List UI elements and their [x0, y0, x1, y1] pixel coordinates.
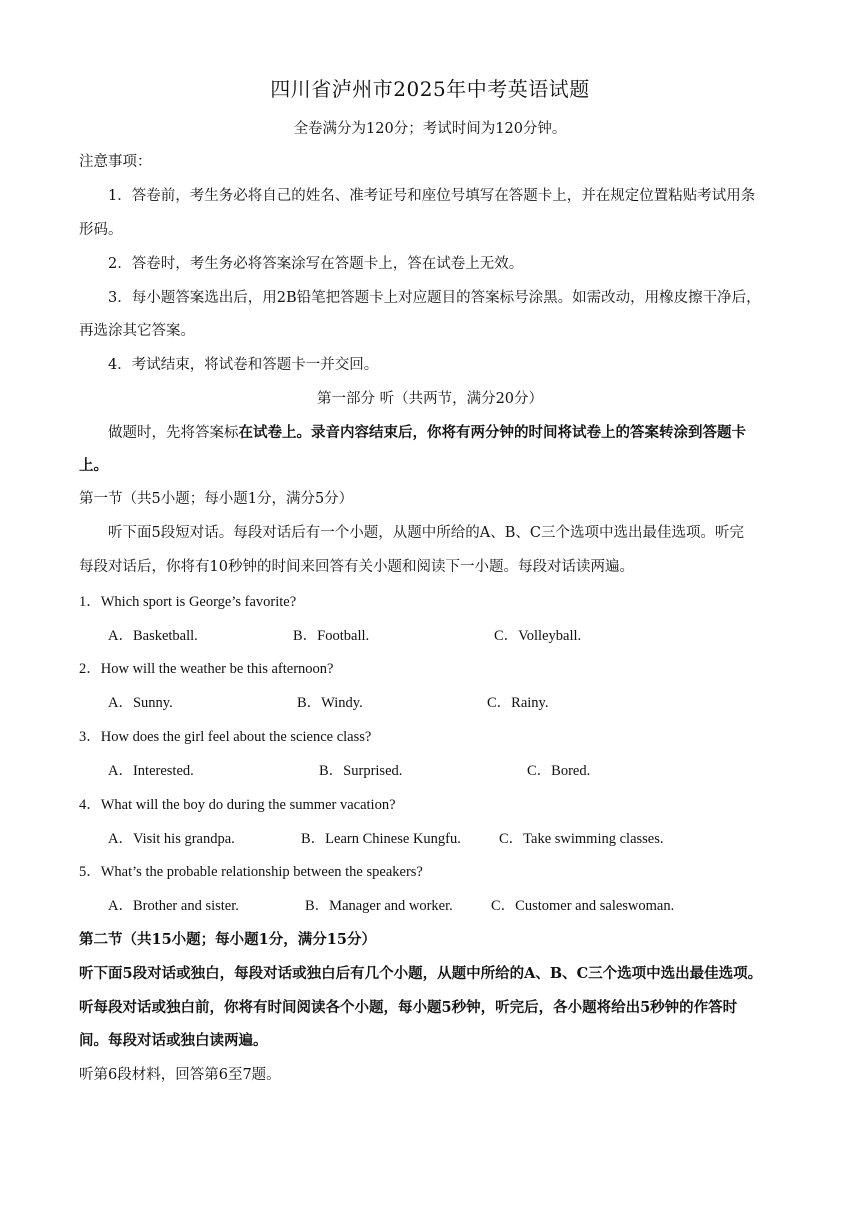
question-2-option-c: C．Rainy.: [487, 695, 549, 711]
section1-intro: 听下面5段短对话。每段对话后有一个小题，从题中所给的A、B、C三个选项中选出最佳选项。听完: [108, 525, 744, 541]
question-1-option-b: B．Football.: [293, 628, 370, 644]
question-3-option-b: B．Surprised.: [319, 763, 403, 779]
notice-item-2: 2．答卷时，考生务必将答案涂写在答题卡上，答在试卷上无效。: [108, 256, 524, 272]
notice-heading: 注意事项：: [79, 154, 152, 170]
question-1-option-a: A．Basketball.: [108, 628, 198, 644]
section2-heading: 第二节（共15小题；每小题1分，满分15分）: [79, 931, 376, 948]
part1-intro-cont: 上。: [79, 457, 108, 474]
question-3-stem: 3．How does the girl feel about the science class?: [79, 729, 372, 745]
question-5-option-c: C．Customer and saleswoman.: [491, 898, 675, 914]
question-5-option-b: B．Manager and worker.: [305, 898, 453, 914]
question-4-option-b: B．Learn Chinese Kungfu.: [301, 831, 461, 847]
exam-title: 四川省泸州市2025年中考英语试题: [270, 77, 590, 101]
question-1-option-c: C．Volleyball.: [494, 628, 582, 644]
section2-intro: 听下面5段对话或独白，每段对话或独白后有几个小题，从题中所给的A、B、C三个选项中选出最佳选项。: [79, 965, 763, 982]
question-5-stem: 5．What’s the probable relationship between the speakers?: [79, 864, 423, 880]
section1-heading: 第一节（共5小题；每小题1分，满分5分）: [79, 491, 354, 507]
question-2-option-a: A．Sunny.: [108, 695, 173, 711]
section1-intro-cont: 每段对话后，你将有10秒钟的时间来回答有关小题和阅读下一小题。每段对话读两遍。: [79, 559, 634, 575]
notice-item-3: 3．每小题答案选出后，用2B铅笔把答题卡上对应题目的答案标号涂黑。如需改动，用橡皮擦干净后，: [108, 290, 761, 306]
exam-subtitle: 全卷满分为120分；考试时间为120分钟。: [293, 121, 567, 137]
question-3-option-a: A．Interested.: [108, 763, 194, 779]
section2-intro-cont-1: 听每段对话或独白前，你将有时间阅读各个小题，每小题5秒钟，听完后，各小题将给出5秒钟的作答时: [79, 999, 738, 1016]
question-2-option-b: B．Windy.: [297, 695, 363, 711]
question-4-option-c: C．Take swimming classes.: [499, 831, 664, 847]
notice-item-4: 4．考试结束，将试卷和答题卡一并交回。: [108, 357, 379, 373]
question-2-stem: 2．How will the weather be this afternoon?: [79, 661, 334, 677]
notice-item-3-cont: 再选涂其它答案。: [79, 323, 195, 339]
question-5-option-a: A．Brother and sister.: [108, 898, 239, 914]
question-4-stem: 4．What will the boy do during the summer vacation?: [79, 797, 396, 813]
notice-item-1-cont: 形码。: [79, 222, 123, 238]
question-4-option-a: A．Visit his grandpa.: [108, 831, 235, 847]
question-3-option-c: C．Bored.: [527, 763, 591, 779]
part1-intro-bold: 在试卷上。录音内容结束后，你将有两分钟的时间将试卷上的答案转涂到答题卡: [238, 424, 746, 441]
part1-heading: 第一部分 听（共两节，满分20分）: [316, 391, 544, 407]
question-1-stem: 1．Which sport is George’s favorite?: [79, 594, 297, 610]
part1-intro-normal: 做题时，先将答案标: [108, 425, 239, 441]
notice-item-1: 1．答卷前，考生务必将自己的姓名、准考证号和座位号填写在答题卡上，并在规定位置粘贴考试用条: [108, 188, 756, 204]
material-6-instruction: 听第6段材料，回答第6至7题。: [79, 1067, 281, 1083]
section2-intro-cont-2: 间。每段对话或独白读两遍。: [79, 1032, 268, 1049]
part1-intro: [79, 423, 783, 443]
